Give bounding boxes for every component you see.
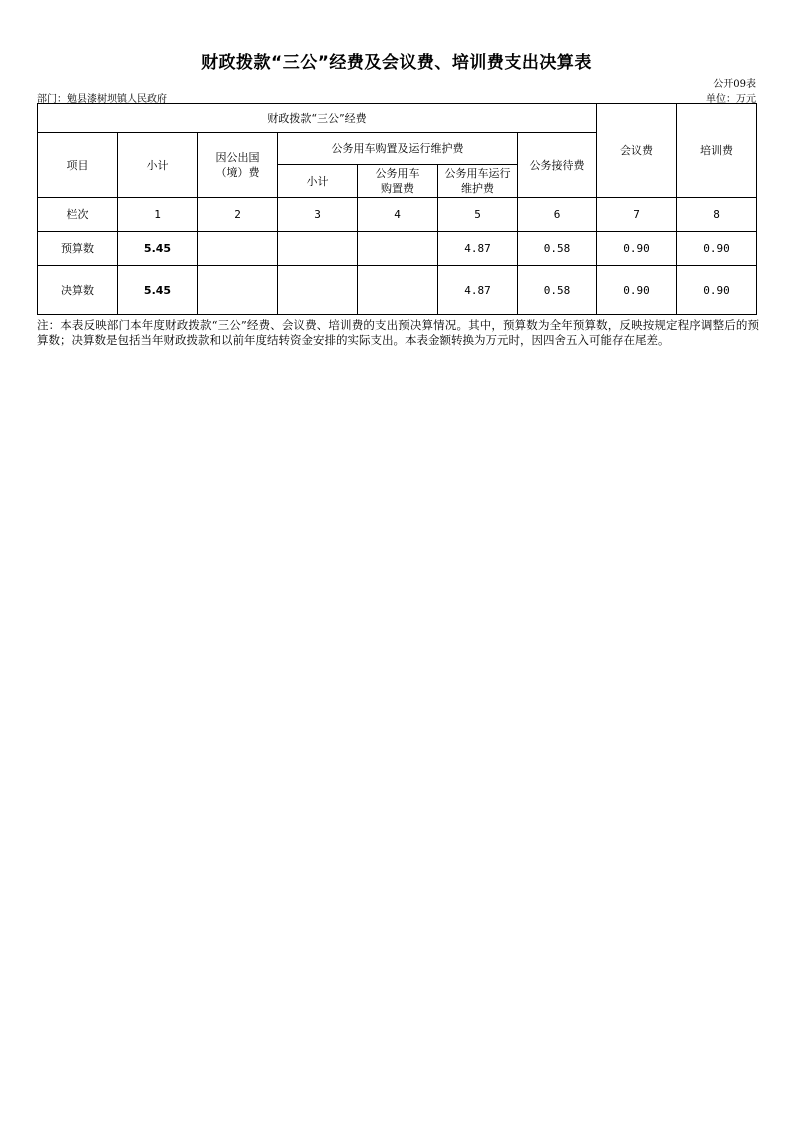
cell-training: 0.90 [677,232,757,266]
index-cell: 3 [278,198,358,232]
cell-vehicle-subtotal [278,232,358,266]
page-title: 财政拨款“三公”经费及会议费、培训费支出决算表 [201,53,592,73]
cell-abroad [198,232,278,266]
cell-subtotal: 5.45 [118,266,198,315]
cell-meeting: 0.90 [597,266,677,315]
index-cell: 1 [118,198,198,232]
header-training: 培训费 [677,104,757,198]
header-meeting: 会议费 [597,104,677,198]
cell-meeting: 0.90 [597,232,677,266]
index-cell: 4 [358,198,438,232]
header-vehicle-purchase-text: 公务用车购置费 [375,167,420,195]
header-vehicle-subtotal: 小计 [278,165,358,198]
index-cell: 5 [438,198,518,232]
header-sangong-group: 财政拨款“三公”经费 [38,104,597,133]
department-label: 部门：勉县漆树坝镇人民政府 [37,94,167,105]
cell-vehicle-maintain: 4.87 [438,232,518,266]
row-label: 决算数 [38,266,118,315]
header-abroad-text: 因公出国（境）费 [215,151,260,179]
cell-reception: 0.58 [518,232,597,266]
header-vehicle-maintain-text: 公务用车运行维护费 [444,167,511,195]
cell-reception: 0.58 [518,266,597,315]
expense-table [37,103,757,315]
index-cell: 2 [198,198,278,232]
form-code: 公开09表 [713,79,756,90]
header-subtotal: 小计 [118,133,198,198]
cell-subtotal: 5.45 [118,232,198,266]
cell-training: 0.90 [677,266,757,315]
index-cell: 8 [677,198,757,232]
cell-vehicle-purchase [358,232,438,266]
header-vehicle-purchase [358,165,438,198]
index-cell: 7 [597,198,677,232]
header-vehicle-group: 公务用车购置及运行维护费 [278,133,518,165]
cell-vehicle-maintain: 4.87 [438,266,518,315]
index-row-label: 栏次 [38,198,118,232]
unit-label: 单位：万元 [706,94,756,105]
cell-abroad [198,266,278,315]
row-label: 预算数 [38,232,118,266]
header-reception: 公务接待费 [518,133,597,198]
header-vehicle-maintain [438,165,518,198]
table-note: 注：本表反映部门本年度财政拨款“三公”经费、会议费、培训费的支出预决算情况。其中，预算数为全年预算数，反映按规定程序调整后的预算数；决算数是包括当年财政拨款和以前年度结转资金安排的实际支出。本表金额转换为万元时，因四舍五入可能存在尾差。 [37,318,759,347]
header-item: 项目 [38,133,118,198]
cell-vehicle-subtotal [278,266,358,315]
index-cell: 6 [518,198,597,232]
header-abroad [198,133,278,198]
table-row-budget [38,232,757,266]
table-row-final [38,266,757,315]
cell-vehicle-purchase [358,266,438,315]
